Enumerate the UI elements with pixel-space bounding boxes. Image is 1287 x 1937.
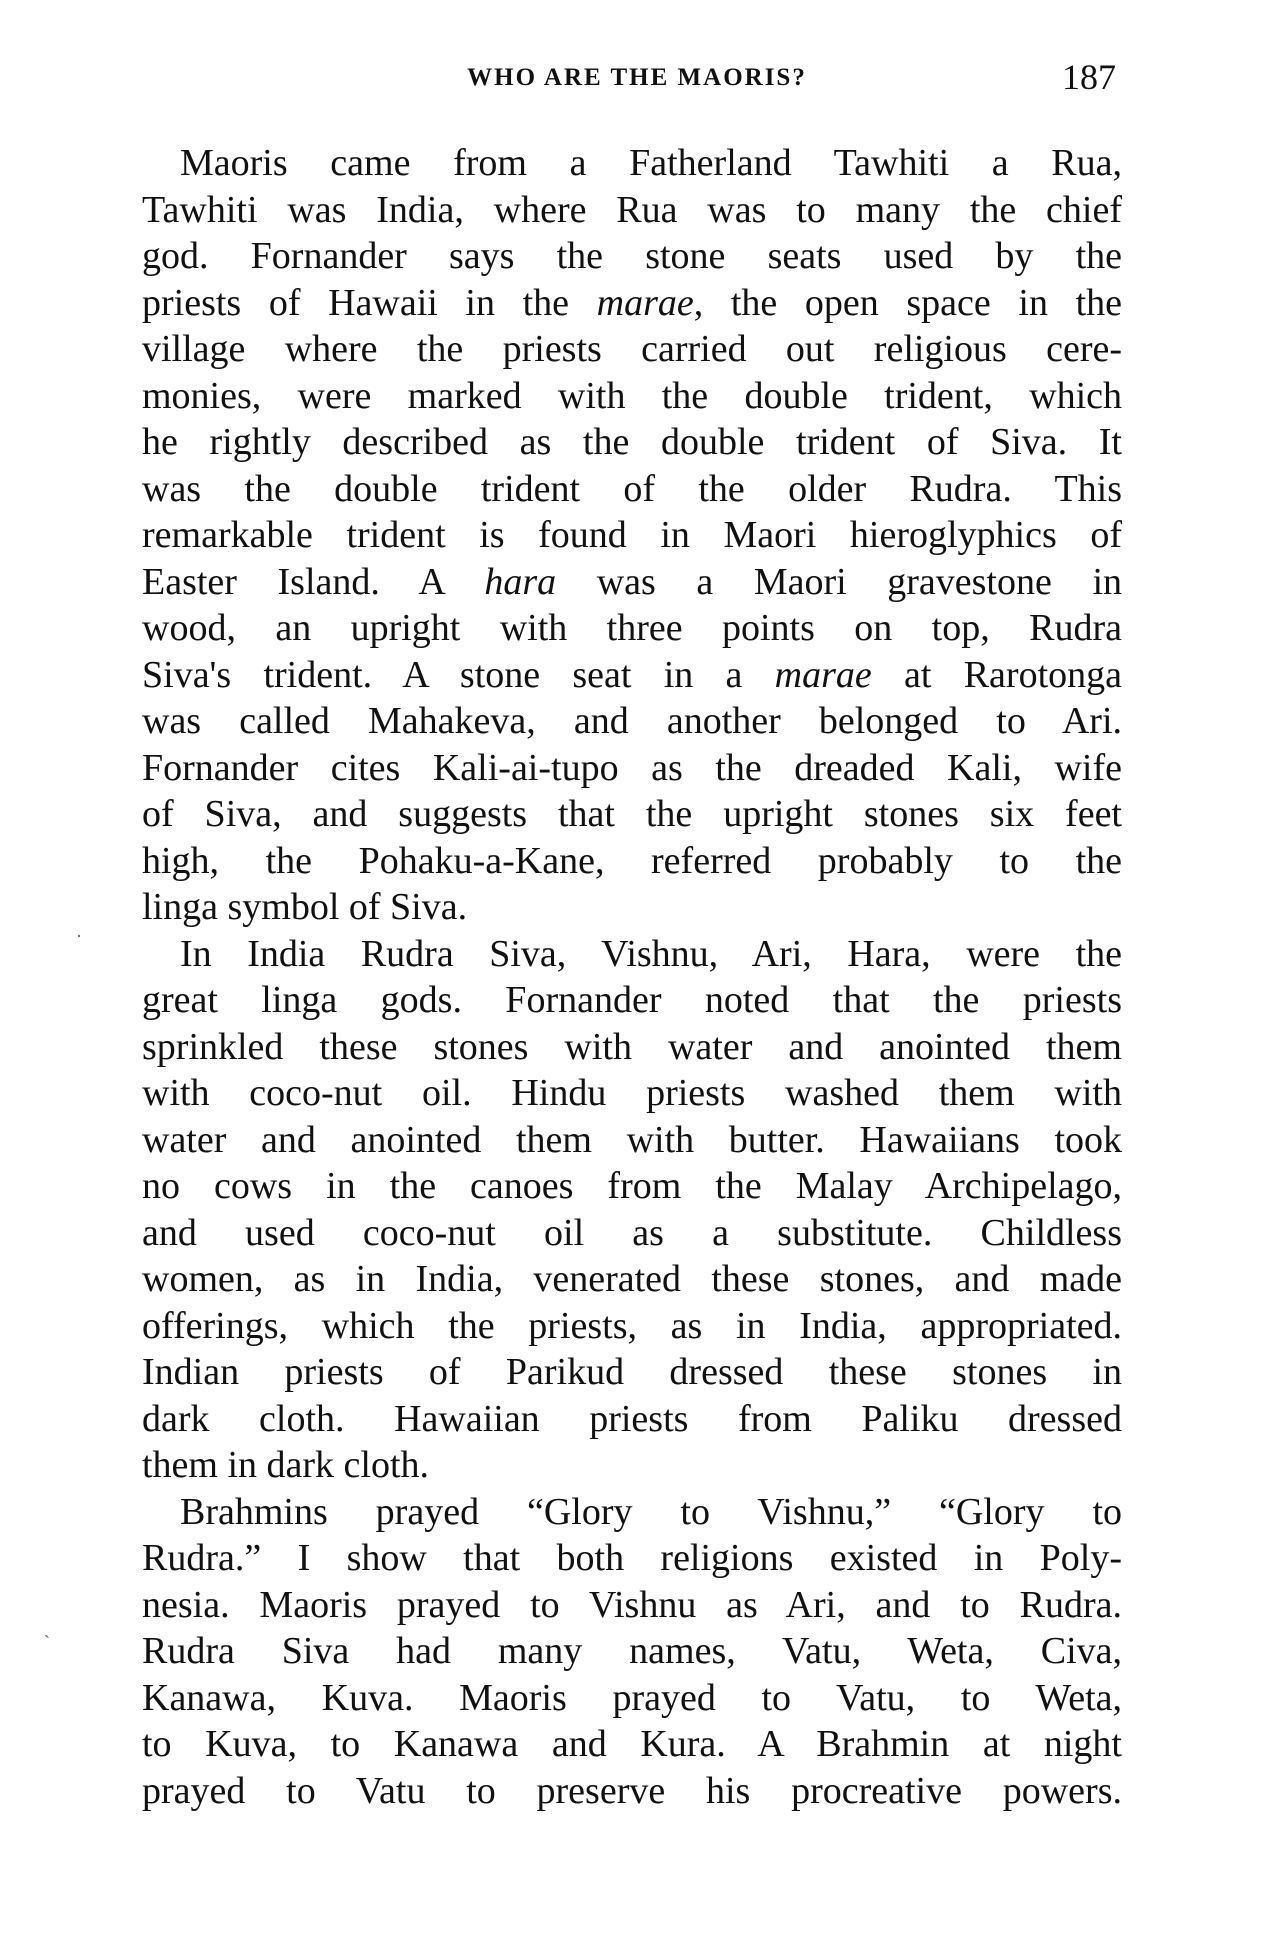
- text-line: Rudra Siva had many names, Vatu, Weta, Civa,: [142, 1630, 1122, 1672]
- text-line: and used coco-nut oil as a substitute. Childless: [142, 1211, 1122, 1254]
- text-line: Tawhiti was India, where Rua was to many the chief: [142, 188, 1122, 231]
- text-line: Kanawa, Kuva. Maoris prayed to Vatu, to Weta,: [142, 1676, 1122, 1719]
- text-line: prayed to Vatu to preserve his procreative powers.: [142, 1769, 1122, 1812]
- text-line: no cows in the canoes from the Malay Archipelago,: [142, 1165, 1122, 1207]
- paragraph-1: [142, 140, 1122, 931]
- paragraph-2: [142, 931, 1122, 1489]
- text-line: high, the Pohaku-a-Kane, referred probably to the: [142, 839, 1122, 882]
- text-line: linga symbol of Siva.: [142, 886, 468, 928]
- text-line: remarkable trident is found in Maori hieroglyphics of: [142, 514, 1122, 556]
- text-line: village where the priests carried out religious cere-: [142, 328, 1122, 370]
- text-line: of Siva, and suggests that the upright stones six feet: [142, 793, 1122, 835]
- text-line: priests of Hawaii in the marae, the open space in the: [142, 281, 1122, 324]
- text-line: In India Rudra Siva, Vishnu, Ari, Hara, were the: [180, 932, 1122, 975]
- text-line: to Kuva, to Kanawa and Kura. A Brahmin at night: [142, 1723, 1122, 1765]
- text-line: god. Fornander says the stone seats used by the: [142, 235, 1122, 277]
- text-line: was called Mahakeva, and another belonged to Ari.: [142, 700, 1122, 742]
- paragraph-3: [142, 1489, 1122, 1815]
- text-line: he rightly described as the double trident of Siva. It: [142, 421, 1122, 463]
- text-line: was the double trident of the older Rudra. This: [142, 467, 1122, 510]
- stray-tick-mark: ˎ: [44, 1618, 50, 1638]
- text-line: water and anointed them with butter. Hawaiians took: [142, 1118, 1122, 1161]
- text-line: Rudra.” I show that both religions existed in Poly-: [142, 1537, 1122, 1579]
- stray-dot-mark: ·: [76, 926, 82, 946]
- text-line: great linga gods. Fornander noted that the priests: [142, 979, 1122, 1021]
- text-line: monies, were marked with the double trident, which: [142, 374, 1122, 417]
- text-line: women, as in India, venerated these stones, and made: [142, 1258, 1122, 1300]
- text-line: with coco-nut oil. Hindu priests washed them with: [142, 1072, 1122, 1114]
- page-number: 187: [1062, 57, 1116, 97]
- text-line: Maoris came from a Fatherland Tawhiti a Rua,: [180, 142, 1122, 184]
- text-line: dark cloth. Hawaiian priests from Paliku dressed: [142, 1397, 1122, 1440]
- running-title: WHO ARE THE MAORIS?: [467, 64, 807, 91]
- text-line: sprinkled these stones with water and anointed them: [142, 1025, 1122, 1068]
- page-header: [142, 56, 1132, 96]
- text-line: Siva's trident. A stone seat in a marae at Rarotonga: [142, 653, 1122, 696]
- body-text: [142, 140, 1122, 1814]
- text-line: Indian priests of Parikud dressed these stones in: [142, 1351, 1122, 1393]
- text-line: wood, an upright with three points on top, Rudra: [142, 607, 1122, 649]
- text-line: them in dark cloth.: [142, 1444, 430, 1486]
- text-line: Easter Island. A hara was a Maori gravestone in: [142, 560, 1122, 603]
- text-line: nesia. Maoris prayed to Vishnu as Ari, and to Rudra.: [142, 1583, 1122, 1626]
- text-line: offerings, which the priests, as in India, appropriated.: [142, 1304, 1122, 1347]
- text-line: Fornander cites Kali-ai-tupo as the dreaded Kali, wife: [142, 746, 1122, 789]
- text-line: Brahmins prayed “Glory to Vishnu,” “Glory to: [180, 1490, 1122, 1533]
